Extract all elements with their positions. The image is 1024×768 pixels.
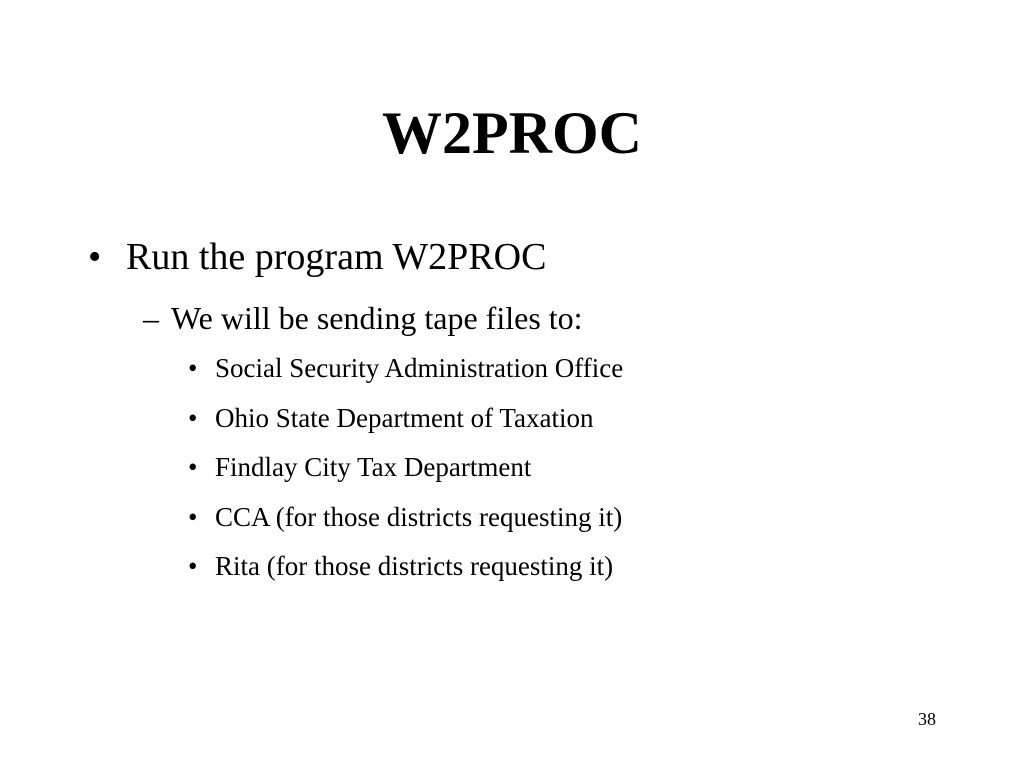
page-number: 38 xyxy=(918,709,936,729)
bullet-level-1 xyxy=(88,233,546,281)
bullet-icon: • xyxy=(188,402,198,433)
list-item xyxy=(188,402,623,452)
dash-icon: – xyxy=(143,300,159,336)
list-item xyxy=(188,451,623,501)
bullet-level-2 xyxy=(143,298,583,338)
sub-bullet-list xyxy=(188,352,623,600)
bullet-icon: • xyxy=(188,501,198,532)
bullet-icon: • xyxy=(188,551,198,581)
bullet-icon: • xyxy=(188,452,198,482)
list-item xyxy=(188,352,623,402)
list-item-text: Rita (for those districts requesting it) xyxy=(215,551,614,581)
bullet-text: Run the program W2PROC xyxy=(126,236,547,278)
bullet-text: We will be sending tape files to: xyxy=(171,300,583,336)
list-item xyxy=(188,501,623,551)
list-item-text: Ohio State Department of Taxation xyxy=(215,402,594,433)
list-item-text: Social Security Administration Office xyxy=(215,353,624,383)
list-item xyxy=(188,550,623,600)
slide-title: W2PROC xyxy=(382,100,642,166)
list-item-text: Findlay City Tax Department xyxy=(215,452,532,482)
bullet-icon: • xyxy=(88,236,102,278)
bullet-icon: • xyxy=(188,353,198,383)
list-item-text: CCA (for those districts requesting it) xyxy=(215,501,623,532)
